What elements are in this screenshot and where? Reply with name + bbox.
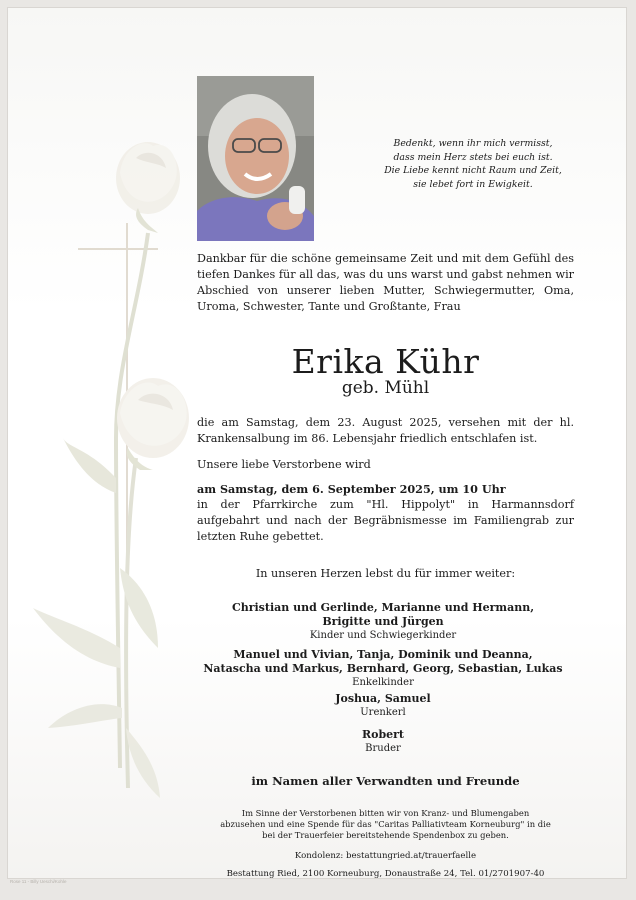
- mourner-group-great-grandchildren: [178, 692, 588, 719]
- image-credit: Rose 11 - Billy Ueschi/Kohle: [10, 879, 67, 884]
- deceased-name: Erika Kühr: [291, 342, 480, 381]
- rose-leaf: [48, 704, 122, 728]
- rose-leaf: [63, 438, 116, 493]
- poem-line: dass mein Herz stets bei euch ist.: [393, 151, 553, 163]
- mourner-names: Christian und Gerlinde, Marianne und Hermann,: [231, 601, 535, 614]
- rose-bloom-lower: [117, 378, 189, 470]
- gratitude-intro: Dankbar für die schöne gemeinsame Zeit und mit dem Gefühl des tiefen Dankes für all das, was du uns warst und gabst nehmen wir Abschied von unserer lieben Mutter, Schwiegermutter, Oma, Uroma, Schwester, Tante und Großtante, Frau: [197, 252, 574, 313]
- mourner-relation: Enkelkinder: [352, 677, 414, 688]
- poem-line: sie lebet fort in Ewigkeit.: [413, 178, 533, 190]
- mourner-relation: Urenkerl: [360, 707, 406, 718]
- request-line: Im Sinne der Verstorbenen bitten wir von Kranz- und Blumengaben: [241, 808, 530, 818]
- memorial-poem: [353, 137, 593, 191]
- mourner-names: Natascha und Markus, Bernhard, Georg, Sebastian, Lukas: [203, 662, 563, 675]
- birth-name: geb. Mühl: [341, 378, 430, 398]
- mourner-names: Brigitte und Jürgen: [322, 615, 444, 628]
- condolence-link: Kondolenz: bestattungried.at/trauerfaelle: [294, 851, 477, 861]
- memorial-motto: In unseren Herzen lebst du für immer weiter:: [255, 567, 516, 580]
- portrait-photo: [197, 76, 314, 241]
- closing-line: im Namen aller Verwandten und Freunde: [251, 774, 520, 788]
- mourner-group-grandchildren: [178, 648, 588, 689]
- undertaker-address: Bestattung Ried, 2100 Korneuburg, Donaustraße 24, Tel. 01/2701907-40: [226, 869, 545, 879]
- poem-line: Bedenkt, wenn ihr mich vermisst,: [393, 138, 553, 149]
- rose-bloom-upper: [116, 142, 180, 233]
- mourner-group-children: [178, 601, 588, 642]
- service-intro: Unsere liebe Verstorbene wird: [197, 458, 371, 471]
- mourner-group-brother: [178, 728, 588, 755]
- rose-leaf: [126, 728, 160, 798]
- face: [225, 118, 289, 194]
- obituary-card: [7, 7, 627, 879]
- request-line: abzusehen und eine Spende für das "Caritas Palliativteam Korneuburg" in die: [220, 819, 551, 829]
- service-date: am Samstag, dem 6. September 2025, um 10 Uhr: [197, 482, 506, 496]
- mourner-names: Joshua, Samuel: [335, 692, 431, 705]
- mourner-names: Manuel und Vivian, Tanja, Dominik und Deanna,: [233, 648, 533, 661]
- mourner-relation: Bruder: [365, 743, 401, 754]
- death-notice: die am Samstag, dem 23. August 2025, versehen mit der hl. Krankensalbung im 86. Lebensjahr friedlich entschlafen ist.: [197, 416, 574, 445]
- rose-leaf: [33, 608, 120, 668]
- mourner-relation: Kinder und Schwiegerkinder: [309, 630, 457, 641]
- service-details: in der Pfarrkirche zum "Hl. Hippolyt" in Harmannsdorf aufgebahrt und nach der Begräbnismesse im Familiengrab zur letzten Ruhe gebettet.: [197, 498, 574, 543]
- mourner-names: Robert: [361, 728, 405, 741]
- donation-request: [197, 808, 574, 841]
- request-line: bei der Trauerfeier bereitstehende Spendenbox zu geben.: [262, 830, 509, 840]
- poem-line: Die Liebe kennt nicht Raum und Zeit,: [384, 165, 562, 176]
